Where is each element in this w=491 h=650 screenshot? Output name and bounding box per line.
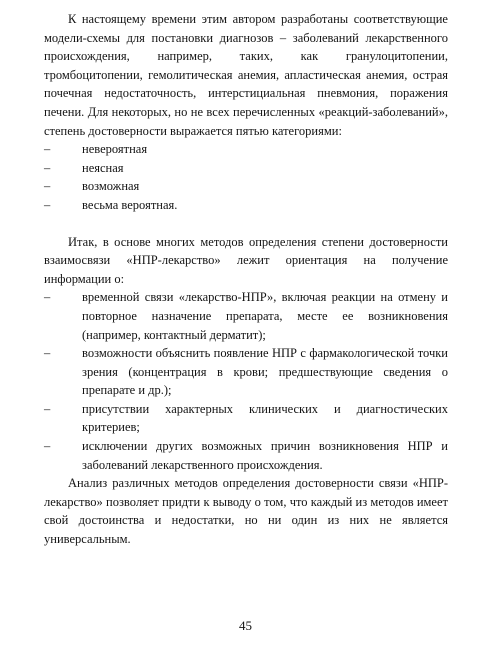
list-dash: –	[44, 160, 51, 175]
list-item	[44, 140, 448, 159]
list-dash: –	[44, 439, 51, 454]
list-item-text: невероятная	[82, 142, 148, 157]
list-dash: –	[44, 401, 51, 416]
list-item	[44, 288, 448, 344]
certainty-categories-list	[44, 140, 448, 214]
list-dash: –	[44, 290, 51, 305]
list-item	[44, 159, 448, 178]
list-item	[44, 344, 448, 400]
list-item	[44, 196, 448, 215]
list-dash: –	[44, 346, 51, 361]
list-item-text: весьма вероятная.	[82, 197, 178, 212]
list-item	[44, 437, 448, 474]
paragraph-spacer	[44, 215, 448, 233]
list-dash: –	[44, 197, 51, 212]
list-item-text: возможная	[82, 179, 140, 194]
list-item-text: исключении других возможных причин возникновения НПР и заболеваний лекарственного происхождения.	[82, 439, 448, 472]
page-number: 45	[239, 618, 252, 633]
list-item	[44, 177, 448, 196]
information-criteria-list	[44, 288, 448, 474]
list-item-text: временной связи «лекарство-НПР», включая реакции на отмену и повторное назначение препарата, месте ее возникновения (например, контактный дерматит);	[82, 290, 448, 342]
paragraph-intro: К настоящему времени этим автором разработаны соответствующие модели-схемы для постановки диагнозов – заболеваний лекарственного происхождения, например, таких, как гранулоцитопении, тромбоцитопении, гемолитическая анемия, апластическая анемия, острая почечная недостаточность, интерстициальная пневмония, поражения печени. Для некоторых, но не всех перечисленных «реакций-заболеваний», степень достоверности выражается пятью категориями:	[44, 12, 448, 138]
paragraph-methods: Итак, в основе многих методов определения степени достоверности взаимосвязи «НПР-лекарство» лежит ориентация на получение информации о:	[44, 234, 448, 286]
list-dash: –	[44, 142, 51, 157]
list-item-text: возможности объяснить появление НПР с фармакологической точки зрения (концентрация в крови; предшествующие сведения о препарате и др.);	[82, 346, 448, 398]
list-item-text: неясная	[82, 160, 124, 175]
list-item-text: присутствии характерных клинических и диагностических критериев;	[82, 401, 448, 435]
list-dash: –	[44, 179, 51, 194]
page-body	[44, 10, 448, 549]
list-item	[44, 400, 448, 437]
paragraph-conclusion: Анализ различных методов определения достоверности связи «НПР-лекарство» позволяет придти к выводу о том, что каждый из методов имеет свой достоинства и недостатки, но ни один из них не является универсальным.	[44, 476, 448, 547]
